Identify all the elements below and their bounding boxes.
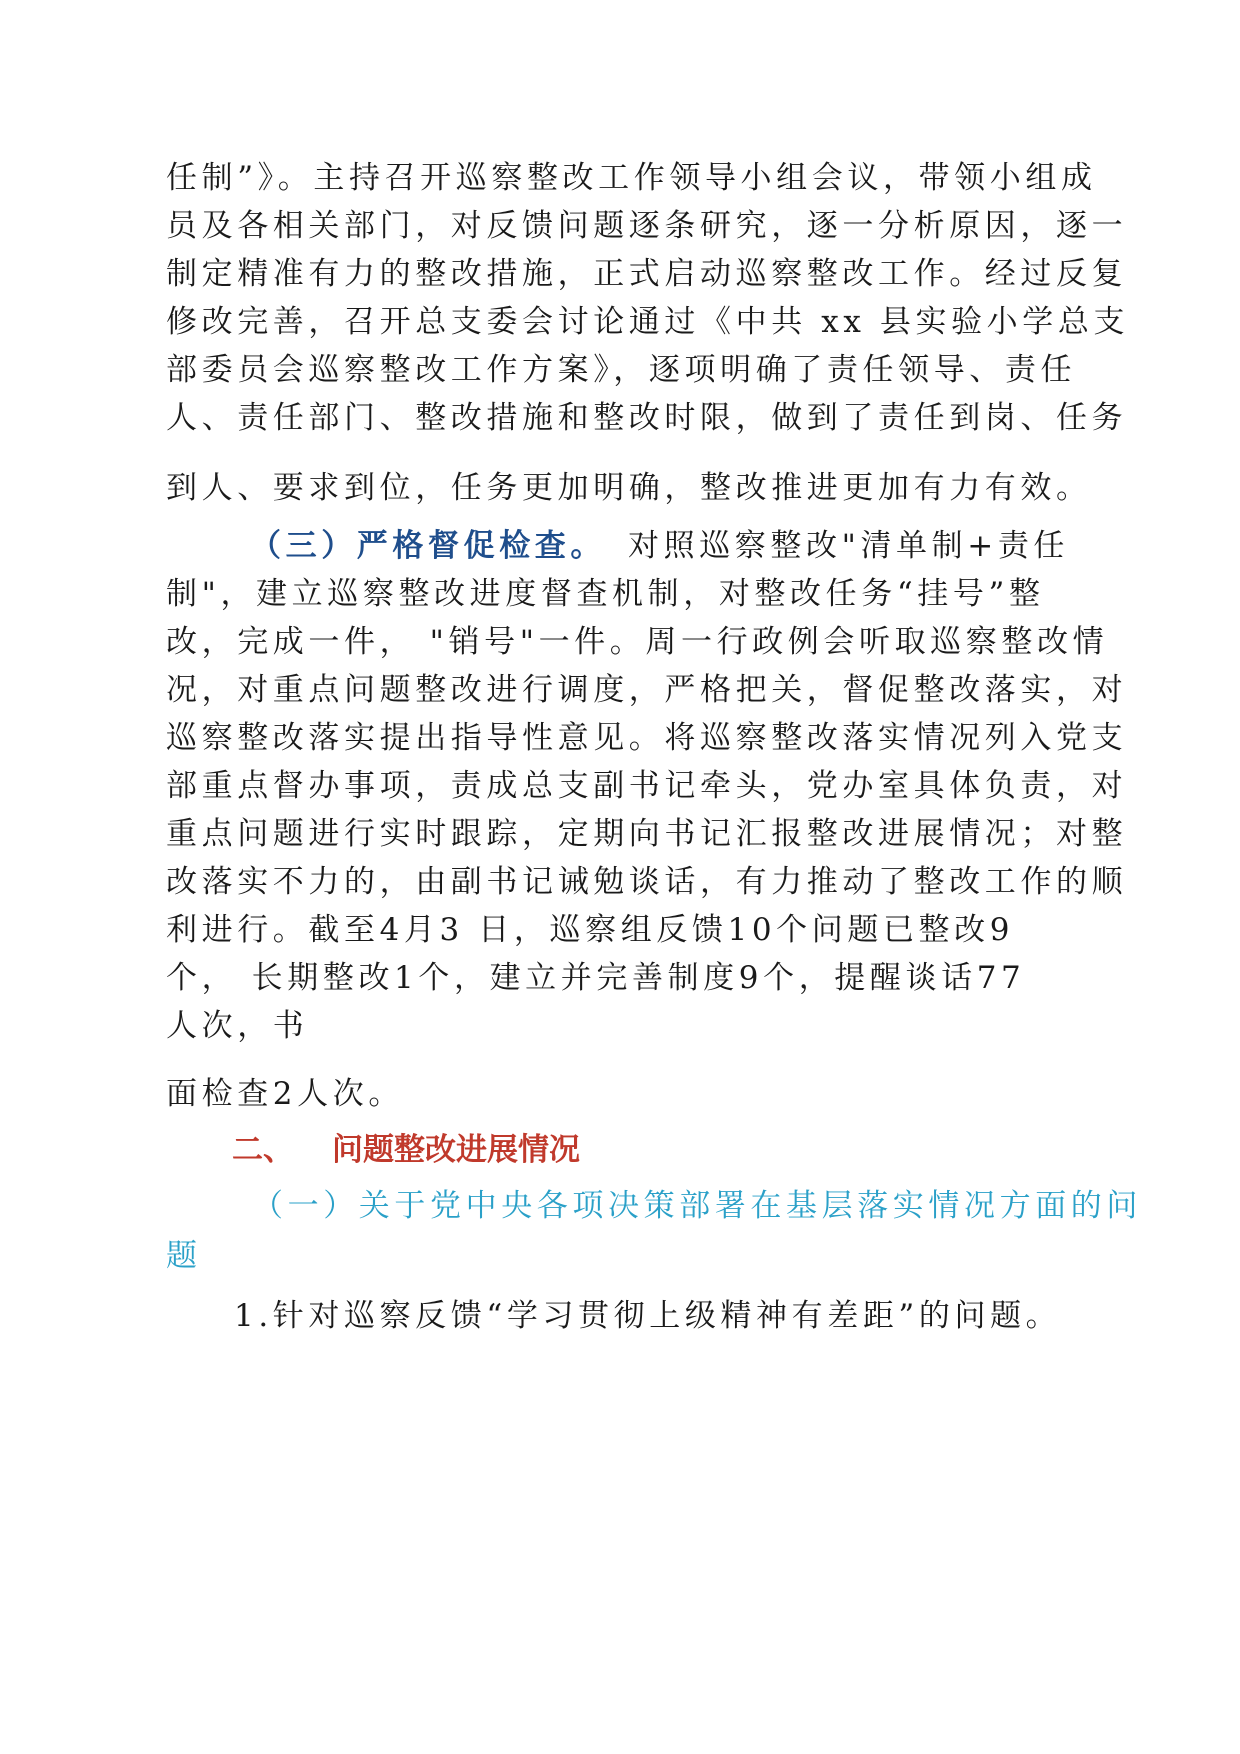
part-2-title: 问题整改进展情况 (332, 1132, 580, 1168)
part-2-number: 二、 (232, 1132, 294, 1168)
part-2-heading (232, 1130, 580, 1170)
body-line: 部重点督办事项，责成总支副书记牵头，党办室具体负责，对 (166, 768, 1128, 804)
body-line: 个， 长期整改1个，建立并完善制度9个，提醒谈话77 (166, 960, 1026, 996)
body-line: 改，完成一件， "销号"一件。周一行政例会听取巡察整改情 (166, 624, 1109, 660)
body-line: 利进行。截至4月3 日，巡察组反馈10个问题已整改9 (166, 912, 1015, 948)
body-line: 重点问题进行实时跟踪，定期向书记汇报整改进展情况；对整 (166, 816, 1128, 852)
body-line: 人、责任部门、整改措施和整改时限，做到了责任到岗、任务 (166, 400, 1128, 436)
body-line: 任制”》。主持召开巡察整改工作领导小组会议，带领小组成 (166, 160, 1097, 196)
body-line: 制"，建立巡察整改进度督查机制，对整改任务“挂号”整 (166, 576, 1045, 612)
section-3-first-line (250, 526, 1069, 566)
section-3-heading: （三）严格督促检查。 (250, 528, 606, 564)
body-line: 到人、要求到位，任务更加明确，整改推进更加有力有效。 (166, 470, 1092, 506)
body-line: 员及各相关部门，对反馈问题逐条研究，逐一分析原因，逐一 (166, 208, 1128, 244)
body-line: 修改完善，召开总支委会讨论通过《中共 xx 县实验小学总支 (166, 304, 1130, 340)
body-line: 面检查2人次。 (166, 1076, 404, 1112)
subsection-1-heading-continued: 题 (166, 1238, 202, 1274)
body-line: 巡察整改落实提出指导性意见。将巡察整改落实情况列入党支 (166, 720, 1128, 756)
body-line: 人次，书 (166, 1008, 309, 1044)
body-line: 况，对重点问题整改进行调度，严格把关，督促整改落实，对 (166, 672, 1128, 708)
body-line: 制定精准有力的整改措施，正式启动巡察整改工作。经过反复 (166, 256, 1128, 292)
item-1: 1.针对巡察反馈“学习贯彻上级精神有差距”的问题。 (234, 1298, 1062, 1334)
section-3-lead-text: 对照巡察整改"清单制+责任 (628, 528, 1070, 564)
body-line: 改落实不力的，由副书记诫勉谈话，有力推动了整改工作的顺 (166, 864, 1128, 900)
subsection-1-heading: （一）关于党中央各项决策部署在基层落实情况方面的问 (252, 1188, 1142, 1224)
body-line: 部委员会巡察整改工作方案》，逐项明确了责任领导、责任 (166, 352, 1077, 388)
